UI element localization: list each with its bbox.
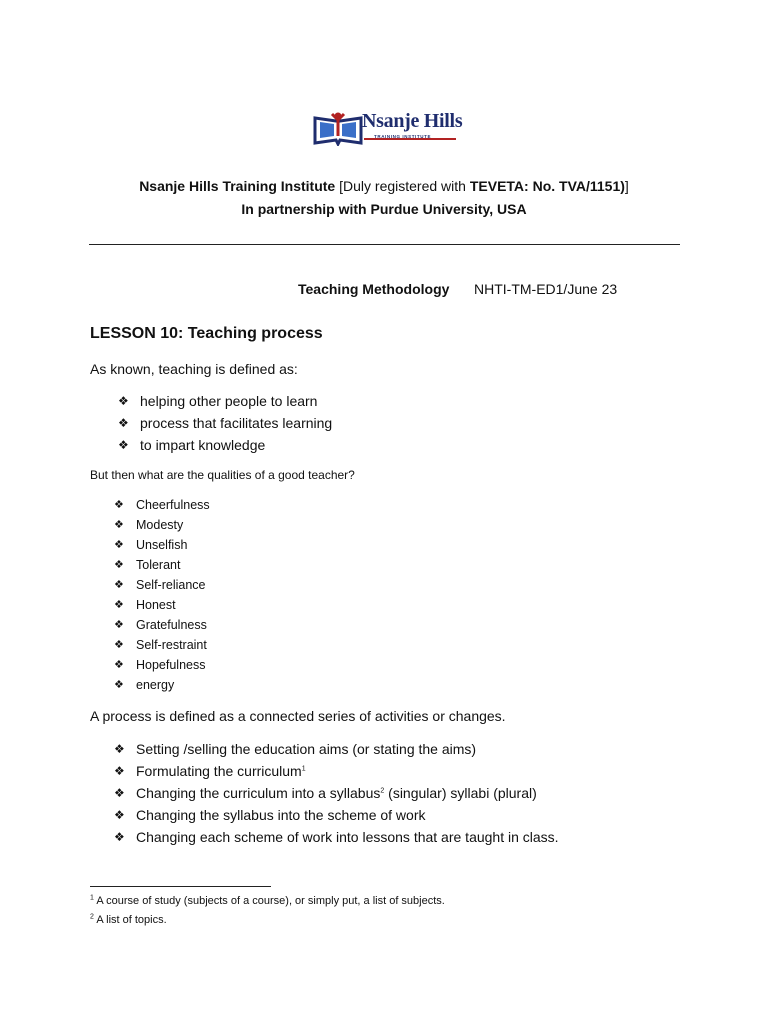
logo-brand-text: Nsanje Hills	[362, 110, 463, 132]
footnote-2: $^2$ A list of topics.	[90, 913, 167, 926]
list-item: ❖ Cheerfulness	[114, 497, 210, 517]
institute-header	[0, 178, 768, 194]
diamond-bullet-icon	[114, 497, 124, 514]
diamond-bullet-icon	[114, 677, 124, 694]
list-item: ❖ Changing each scheme of work into lessons that are taught in class.	[114, 828, 559, 850]
list-item: ❖ Hopefulness	[114, 657, 210, 677]
list-item: ❖ Tolerant	[114, 557, 210, 577]
diamond-bullet-icon	[114, 784, 125, 802]
list-item: ❖ Self-restraint	[114, 637, 210, 657]
footnote-ref-1[interactable]: 1	[301, 765, 306, 773]
diamond-bullet-icon	[114, 577, 124, 594]
diamond-bullet-icon	[118, 414, 129, 432]
diamond-bullet-icon	[114, 762, 125, 780]
diamond-bullet-icon	[118, 392, 129, 410]
footnote-1: $^1$ A course of study (subjects of a course), or simply put, a list of subjects.	[90, 894, 445, 907]
diamond-bullet-icon	[114, 517, 124, 534]
diamond-bullet-icon	[114, 740, 125, 758]
list-item: ❖ Changing the curriculum into a syllabus$^2$ (singular) syllabi (plural)	[114, 784, 559, 806]
diamond-bullet-icon	[114, 806, 125, 824]
partnership-line: In partnership with Purdue University, USA	[241, 201, 527, 217]
list-item: ❖ Changing the syllabus into the scheme of work	[114, 806, 559, 828]
list-item: ❖ Honest	[114, 597, 210, 617]
diamond-bullet-icon	[114, 537, 124, 554]
lesson-title: LESSON 10: Teaching process	[90, 325, 323, 342]
institute-name: Nsanje Hills Training Institute	[139, 178, 336, 194]
course-code: NHTI-TM-ED1/June 23	[474, 281, 618, 297]
diamond-bullet-icon	[114, 597, 124, 614]
teacher-qualities-list	[114, 497, 210, 697]
registration-prefix: [Duly registered with	[335, 178, 470, 194]
teaching-process-steps	[114, 740, 559, 850]
list-item: ❖ Modesty	[114, 517, 210, 537]
diamond-bullet-icon	[114, 557, 124, 574]
list-item: ❖ to impart knowledge	[118, 436, 332, 458]
list-item: ❖ Gratefulness	[114, 617, 210, 637]
diamond-bullet-icon	[114, 828, 125, 846]
institute-logo	[312, 108, 462, 150]
diamond-bullet-icon	[114, 617, 124, 634]
process-definition: A process is defined as a connected series of activities or changes.	[90, 708, 506, 724]
qualities-question: But then what are the qualities of a good teacher?	[90, 468, 355, 482]
list-item: ❖ Unselfish	[114, 537, 210, 557]
open-book-icon	[312, 110, 364, 146]
list-item: ❖ process that facilitates learning	[118, 414, 332, 436]
diamond-bullet-icon	[114, 657, 124, 674]
course-name: Teaching Methodology	[298, 281, 450, 297]
teaching-definitions-list	[118, 392, 332, 458]
diamond-bullet-icon	[114, 637, 124, 654]
teaching-intro: As known, teaching is defined as:	[90, 361, 298, 377]
header-divider	[89, 244, 680, 245]
list-item: ❖ Formulating the curriculum$^1$	[114, 762, 559, 784]
footnote-ref-2[interactable]: 2	[380, 787, 385, 795]
logo-subtitle: TRAINING INSTITUTE	[374, 134, 432, 139]
footnote-divider	[90, 886, 271, 887]
registration-suffix: ]	[624, 178, 629, 194]
list-item: ❖ Self-reliance	[114, 577, 210, 597]
diamond-bullet-icon	[118, 436, 129, 454]
list-item: ❖ energy	[114, 677, 210, 697]
list-item: ❖ Setting /selling the education aims (or stating the aims)	[114, 740, 559, 762]
registration-number: TEVETA: No. TVA/1151)	[469, 178, 625, 194]
list-item: ❖ helping other people to learn	[118, 392, 332, 414]
